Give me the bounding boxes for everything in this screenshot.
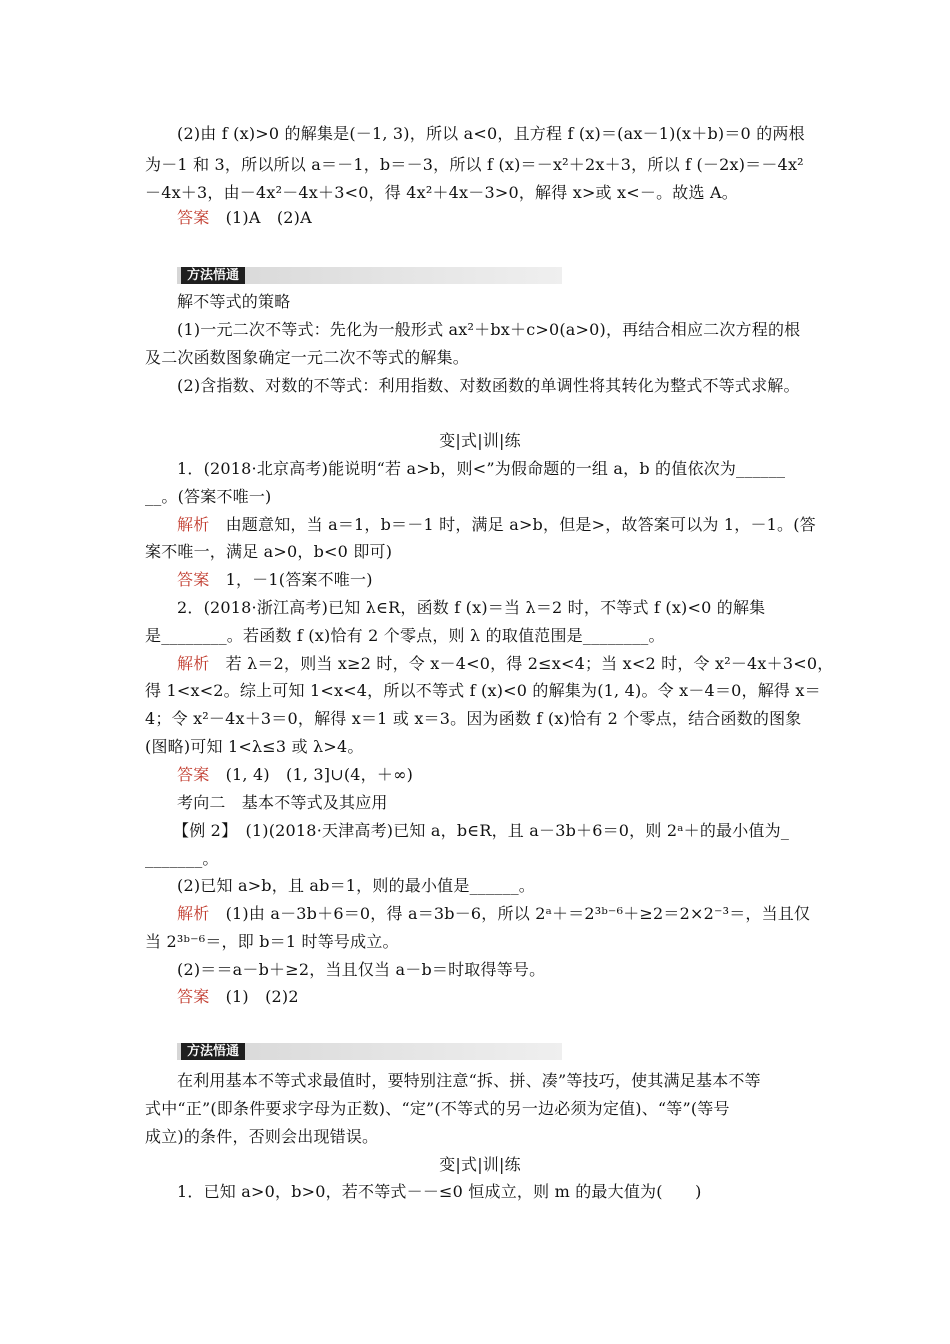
text-line: 在利用基本不等式求最值时，要特别注意“拆、拼、凑”等技巧，使其满足基本不等 [177,1071,761,1090]
text-line: 1．已知 a>0，b>0，若不等式－－≤0 恒成立，则 m 的最大值为( ) [177,1182,702,1201]
analysis-label: 解析 [177,654,210,673]
answer-line [145,987,815,1007]
analysis-text: (1)由 a－3b＋6＝0，得 a＝3b－6，所以 2ᵃ＋＝2³ᵇ⁻⁶＋≥2＝2×2⁻³＝，当且仅 [209,904,811,923]
text-line: _______。 [145,849,219,868]
analysis-label: 解析 [177,904,210,923]
text-line: 式中“正”(即条件要求字母为正数)、“定”(不等式的另一边必须为定值)、“等”(等号 [145,1099,730,1118]
text-line: 成立)的条件，否则会出现错误。 [145,1127,379,1146]
text-line: 解不等式的策略 [177,292,291,311]
text-line: 1．(2018·北京高考)能说明“若 a>b，则<”为假命题的一组 a，b 的值依次为______ [177,459,786,478]
text-line: 2．(2018·浙江高考)已知 λ∈R，函数 f (x)＝当 λ＝2 时，不等式 f (x)<0 的解集 [177,598,766,617]
text-line: (2)已知 a>b，且 ab＝1，则的最小值是______。 [177,876,535,895]
text-line: 考向二 基本不等式及其应用 [177,793,388,812]
analysis-line [145,654,834,674]
text-line: 【例 2】 (1)(2018·天津高考)已知 a，b∈R，且 a－3b＋6＝0，则 2ᵃ＋的最小值为_ [173,821,790,840]
text-line: (2)由 f (x)>0 的解集是(－1, 3)，所以 a<0，且方程 f (x)＝(ax－1)(x＋b)＝0 的两根 [177,124,805,143]
text-line: 得 1<x<2。综上可知 1<x<4，所以不等式 f (x)<0 的解集为(1, 4)。令 x－4＝0，解得 x＝ [145,681,821,700]
answer-text: (1) (2)2 [209,987,299,1006]
analysis-label: 解析 [177,515,210,534]
answer-text: 1，－1(答案不唯一) [209,570,373,589]
analysis-line [145,904,815,924]
method-banner-label: 方法悟通 [181,1043,245,1060]
text-line: (图略)可知 1<λ≤3 或 λ>4。 [145,737,364,756]
method-banner [177,267,562,284]
text-line: (2)＝＝a－b＋≥2，当且仅当 a－b＝时取得等号。 [177,960,546,979]
text-line: 为－1 和 3，所以所以 a＝－1，b＝－3，所以 f (x)＝－x²＋2x＋3，所以 f (－2x)＝－4x² [145,155,804,174]
section-heading: 变|式|训|练 [439,1155,521,1174]
answer-label: 答案 [177,987,210,1006]
text-line: (2)含指数、对数的不等式：利用指数、对数函数的单调性将其转化为整式不等式求解。 [177,376,800,395]
text-line: (1)一元二次不等式：先化为一般形式 ax²＋bx＋c>0(a>0)，再结合相应二次方程的根 [177,320,801,339]
method-banner-label: 方法悟通 [181,267,245,284]
analysis-line [145,515,815,535]
text-line: 案不唯一，满足 a>0，b<0 即可) [145,542,393,561]
answer-line [145,570,815,590]
text-line: －4x＋3，由－4x²－4x＋3<0，得 4x²＋4x－3>0，解得 x>或 x<－。故选 A。 [145,183,738,202]
text-line: 及二次函数图象确定一元二次不等式的解集。 [145,348,470,367]
text-line: 4；令 x²－4x＋3＝0，解得 x＝1 或 x＝3。因为函数 f (x)恰有 2 个零点，结合函数的图象 [145,709,802,728]
analysis-text: 由题意知，当 a＝1，b＝－1 时，满足 a>b，但是>，故答案可以为 1，－1。(答 [209,515,816,534]
answer-text: (1)A (2)A [209,208,312,227]
section-heading: 变|式|训|练 [439,431,521,450]
text-line: __。(答案不唯一) [145,487,272,506]
answer-line [145,208,815,228]
answer-text: (1, 4) (1, 3]∪(4，＋∞) [209,765,414,784]
answer-label: 答案 [177,570,210,589]
analysis-text: 若 λ＝2，则当 x≥2 时，令 x－4<0，得 2≤x<4；当 x<2 时，令 x²－4x＋3<0， [209,654,834,673]
answer-line [145,765,815,785]
text-line: 是________。若函数 f (x)恰有 2 个零点，则 λ 的取值范围是________。 [145,626,665,645]
answer-label: 答案 [177,208,210,227]
method-banner [177,1043,562,1060]
answer-label: 答案 [177,765,210,784]
text-line: 当 2³ᵇ⁻⁶＝，即 b＝1 时等号成立。 [145,932,399,951]
